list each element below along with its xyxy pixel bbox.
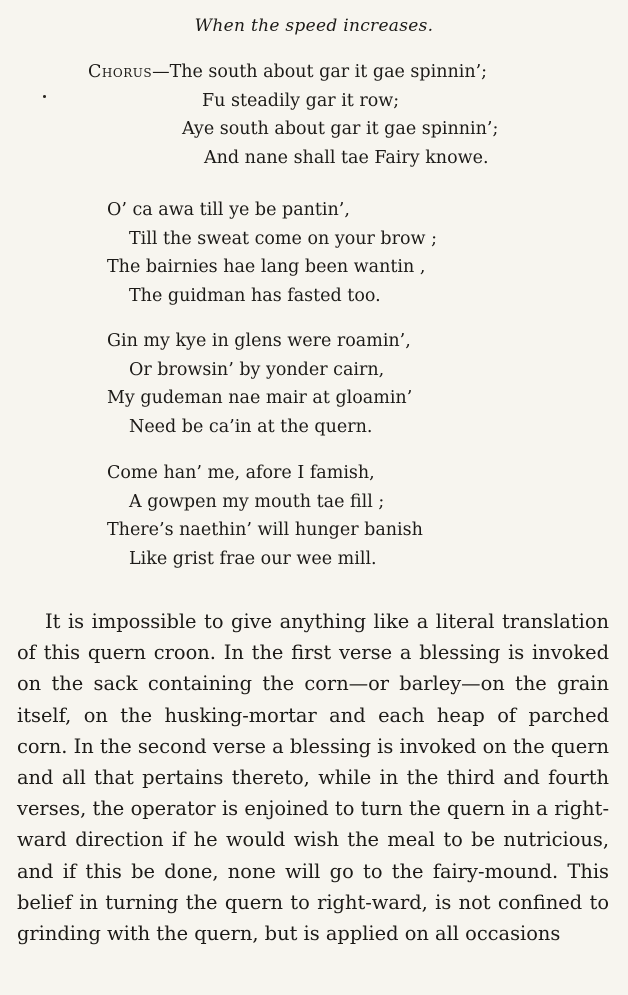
verse-line: The guidman has fasted too.: [129, 285, 381, 306]
section-heading: When the speed increases.: [194, 16, 434, 36]
verse-line: Like grist frae our wee mill.: [129, 548, 377, 569]
verse-line: My gudeman nae mair at gloamin’: [107, 388, 413, 408]
verse-2: [107, 196, 437, 310]
verse-line: Gin my kye in glens were roamin’,: [107, 331, 411, 351]
body-paragraph: It is impossible to give anything like a literal translation of this quern croon. In the first verse a blessing is invoked on the sack containing the corn—or barley—on the grain itself, on the husking-mortar and each heap of parched corn. In the second verse a blessing is invoked on the quern and all that pertains thereto, while in the third and fourth verses, the operator is enjoined to turn the quern in a right-ward direction if he would wish the meal to be nutricious, and if this be done, none will go to the fairy-mound. This belief in turning the quern to right-ward, is not confined to grinding with the quern, but is applied on all occasions: [17, 610, 609, 946]
chorus-label: Chorus: [88, 62, 153, 82]
chorus-line-3: Aye south about gar it gae spinnin’;: [182, 119, 499, 139]
verse-line: Or browsin’ by yonder cairn,: [129, 359, 385, 380]
verse-line: Come han’ me, afore I famish,: [107, 463, 375, 483]
chorus-line-1: [88, 58, 498, 87]
verse-4: [107, 459, 423, 573]
verse-line: O’ ca awa till ye be pantin’,: [107, 200, 350, 220]
verse-line: There’s naethin’ will hunger banish: [107, 520, 423, 540]
verse-line: The bairnies hae lang been wantin ,: [107, 257, 426, 277]
chorus-verse: [88, 58, 498, 172]
verse-line: Till the sweat come on your brow ;: [129, 228, 437, 249]
verse-3: [107, 327, 412, 441]
body-text: [17, 606, 609, 949]
verse-line: A gowpen my mouth tae fill ;: [129, 491, 385, 512]
chorus-line-4: And nane shall tae Fairy knowe.: [204, 147, 489, 168]
ink-speck: [43, 95, 46, 98]
chorus-line-2: Fu steadily gar it row;: [202, 90, 400, 111]
verse-line: Need be ca’in at the quern.: [129, 416, 373, 437]
chorus-line-1-text: —The south about gar it gae spinnin’;: [152, 62, 488, 82]
